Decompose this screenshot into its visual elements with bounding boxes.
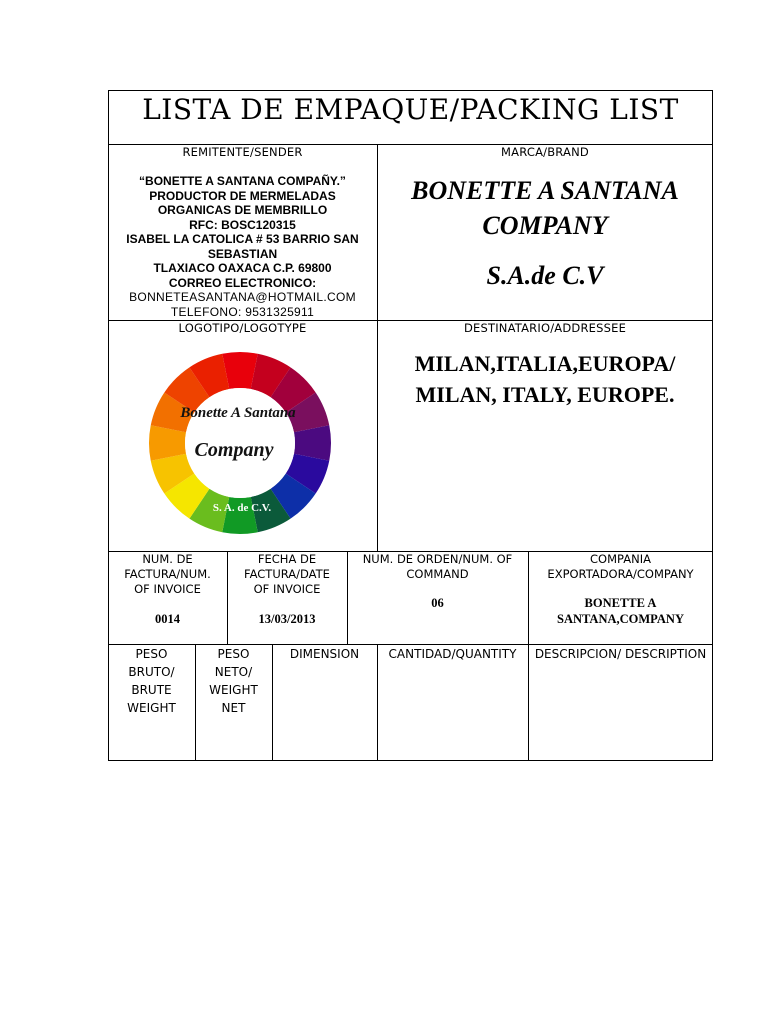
order-number-label-1: NUM. DE ORDEN/NUM. OF <box>362 552 513 566</box>
net-weight-label-2: NETO/ <box>214 665 253 679</box>
logo-label: LOGOTIPO/LOGOTYPE <box>178 321 307 335</box>
sender-phone: TELEFONO: 9531325911 <box>170 304 315 319</box>
invoice-date-label-2: FACTURA/DATE <box>244 567 330 581</box>
invoice-date-label-3: OF INVOICE <box>253 582 321 596</box>
logo-text-2: Company <box>194 439 274 461</box>
invoice-number-label-3: OF INVOICE <box>134 582 201 596</box>
net-weight-label-4: NET <box>221 701 246 715</box>
invoice-date-value: 13/03/2013 <box>258 612 316 626</box>
order-number-header <box>347 552 528 582</box>
sender-address-2: SEBASTIAN <box>207 246 278 261</box>
addressee-line-2: MILAN, ITALY, EUROPE. <box>415 382 675 407</box>
sender-label: REMITENTE/SENDER <box>182 145 303 159</box>
sender-email: BONNETEASANTANA@HOTMAIL.COM <box>129 290 356 304</box>
invoice-number-label-1: NUM. DE <box>142 552 193 566</box>
net-weight-label-1: PESO <box>217 647 250 661</box>
sender-line-3: ORGANICAS DE MEMBRILLO <box>157 203 328 217</box>
table-border-bottom <box>108 760 713 761</box>
invoice-number-label-2: FACTURA/NUM. <box>124 567 211 581</box>
brand-label: MARCA/BRAND <box>501 145 589 159</box>
invoice-date-header <box>227 552 347 597</box>
sender-line-2: PRODUCTOR DE MERMELADAS <box>149 188 336 203</box>
brand-name-3: S.A.de C.V <box>486 261 604 290</box>
addressee-line-1: MILAN,ITALIA,EUROPA/ <box>414 351 676 376</box>
exporter-header <box>528 552 713 582</box>
net-weight-header <box>195 645 272 717</box>
brand-name-1: BONETTE A SANTANA <box>411 176 679 205</box>
brand-name-2: COMPANY <box>482 211 608 240</box>
addressee-label: DESTINATARIO/ADDRESSEE <box>463 321 627 335</box>
gross-weight-label-1: PESO <box>135 647 168 661</box>
invoice-number-value: 0014 <box>155 612 180 626</box>
invoice-number-header <box>108 552 227 597</box>
dimension-header: DIMENSION <box>289 647 360 661</box>
sender-rfc: RFC: BOSC120315 <box>189 217 296 232</box>
sender-company: “BONETTE A SANTANA COMPAÑY.” <box>139 174 346 188</box>
exporter-value-2: SANTANA,COMPANY <box>557 612 684 626</box>
description-header: DESCRIPCION/ DESCRIPTION <box>534 647 707 661</box>
net-weight-label-3: WEIGHT <box>209 683 258 697</box>
gross-weight-label-4: WEIGHT <box>127 701 176 715</box>
sender-block <box>108 174 377 319</box>
gross-weight-label-3: BRUTE <box>131 683 172 697</box>
sender-address-1: ISABEL LA CATOLICA # 53 BARRIO SAN <box>126 232 359 246</box>
logo-text-1: Bonette A Santana <box>180 405 296 421</box>
exporter-value-1: BONETTE A <box>584 596 657 610</box>
exporter-label-1: COMPANIA <box>590 552 651 566</box>
sender-email-label: CORREO ELECTRONICO: <box>168 275 317 290</box>
page-title: LISTA DE EMPAQUE/PACKING LIST <box>142 93 679 126</box>
gross-weight-label-2: BRUTO/ <box>128 665 175 679</box>
invoice-date-label-1: FECHA DE <box>257 552 317 566</box>
logo-color-wheel <box>140 343 340 543</box>
logo-text-3: S. A. de C.V. <box>212 502 272 514</box>
gross-weight-header <box>108 645 195 717</box>
order-number-value: 06 <box>431 596 444 610</box>
exporter-value <box>528 595 713 627</box>
exporter-label-2: EXPORTADORA/COMPANY <box>547 567 694 581</box>
quantity-header: CANTIDAD/QUANTITY <box>388 647 517 661</box>
sender-address-3: TLAXIACO OAXACA C.P. 69800 <box>153 261 332 275</box>
order-number-label-2: COMMAND <box>406 567 469 581</box>
